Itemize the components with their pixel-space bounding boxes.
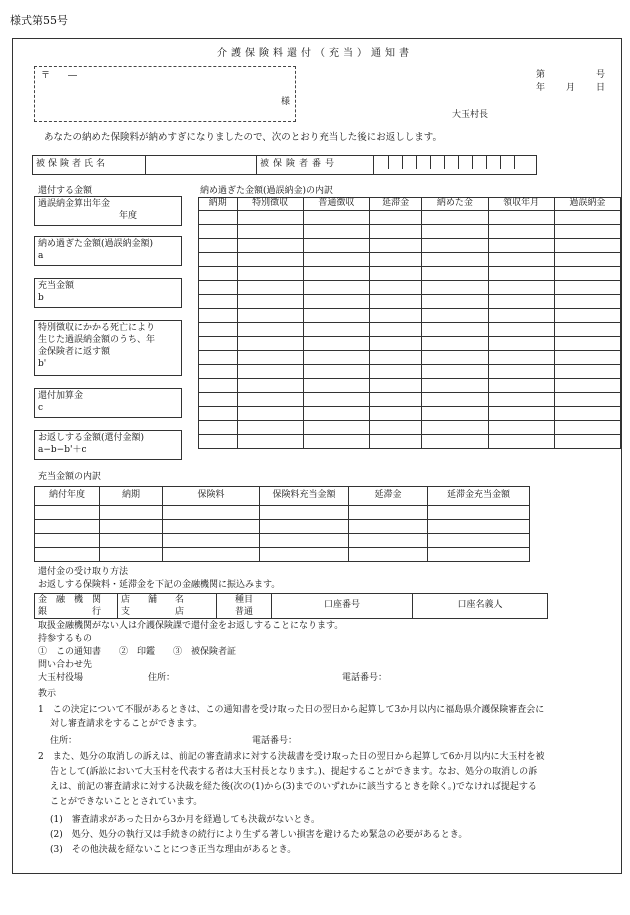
- breakdown-cell: [369, 252, 421, 266]
- refund-box-line: お返しする金額(還付金額): [38, 433, 145, 443]
- refund-heading: 還付する金額: [38, 186, 93, 196]
- appropriation-cell: [163, 520, 260, 534]
- breakdown-cell: [199, 252, 238, 266]
- appropriation-cell: [100, 548, 163, 562]
- appropriation-cell: [35, 548, 100, 562]
- breakdown-cell: [554, 224, 620, 238]
- address-box: [34, 66, 296, 122]
- notice-item: (1) 審査請求があった日から3か月を経過しても決裁がないとき。: [50, 815, 321, 825]
- insured-table: [32, 155, 537, 175]
- breakdown-header: 延滞金: [369, 198, 421, 211]
- appropriation-header: 保険料充当金額: [260, 487, 349, 506]
- issuer: 大玉村長: [452, 110, 489, 120]
- refund-box-line: b': [38, 359, 47, 370]
- breakdown-cell: [237, 364, 303, 378]
- breakdown-cell: [199, 434, 238, 448]
- breakdown-cell: [199, 308, 238, 322]
- breakdown-cell: [237, 224, 303, 238]
- refund-box-line: 生じた過誤納金額のうち、年: [38, 335, 156, 346]
- intro-text: あなたの納めた保険料が納めすぎになりましたので、次のとおり充当した後にお返しします。: [44, 132, 443, 143]
- breakdown-cell: [199, 266, 238, 280]
- breakdown-cell: [237, 308, 303, 322]
- breakdown-row: [199, 210, 621, 224]
- appropriation-cell: [100, 506, 163, 520]
- bank-table: [34, 593, 548, 619]
- breakdown-row: [199, 238, 621, 252]
- appropriation-cell: [35, 506, 100, 520]
- appropriation-cell: [428, 548, 530, 562]
- refund-box-line: 充当金額: [38, 281, 75, 291]
- breakdown-cell: [488, 350, 554, 364]
- breakdown-row: [199, 308, 621, 322]
- breakdown-heading: 納め過ぎた金額(過誤納金)の内訳: [200, 186, 334, 196]
- breakdown-cell: [199, 406, 238, 420]
- breakdown-header: 納期: [199, 198, 238, 211]
- appropriation-cell: [349, 520, 428, 534]
- receipt-note: お返しする保険料・延滞金を下記の金融機関に振込みます。: [38, 580, 281, 590]
- breakdown-cell: [488, 434, 554, 448]
- breakdown-cell: [369, 434, 421, 448]
- breakdown-cell: [554, 322, 620, 336]
- breakdown-cell: [369, 308, 421, 322]
- breakdown-cell: [199, 420, 238, 434]
- breakdown-cell: [237, 238, 303, 252]
- breakdown-cell: [488, 252, 554, 266]
- breakdown-cell: [554, 266, 620, 280]
- breakdown-cell: [303, 364, 369, 378]
- appropriation-row: [35, 506, 530, 520]
- breakdown-header: 過誤納金: [554, 198, 620, 211]
- notice-line: 2 また、処分の取消しの訴えは、前記の審査請求に対する決裁書を受け取った日の翌日から起算して6か月以内に大玉村を被: [38, 752, 545, 762]
- appropriation-header: 納付年度: [35, 487, 100, 506]
- breakdown-cell: [369, 378, 421, 392]
- appropriation-cell: [260, 506, 349, 520]
- breakdown-cell: [199, 322, 238, 336]
- breakdown-cell: [488, 308, 554, 322]
- bank-cell: [35, 594, 118, 619]
- breakdown-cell: [554, 336, 620, 350]
- breakdown-cell: [488, 378, 554, 392]
- breakdown-row: [199, 434, 621, 448]
- breakdown-cell: [422, 364, 488, 378]
- breakdown-cell: [422, 336, 488, 350]
- appropriation-cell: [260, 548, 349, 562]
- appropriation-header: 納期: [100, 487, 163, 506]
- breakdown-cell: [422, 378, 488, 392]
- breakdown-cell: [237, 210, 303, 224]
- page-title: 介護保険料還付（充当）通知書: [217, 48, 413, 59]
- breakdown-cell: [422, 210, 488, 224]
- breakdown-cell: [488, 406, 554, 420]
- breakdown-cell: [422, 392, 488, 406]
- honorific: 様: [281, 97, 291, 107]
- breakdown-cell: [369, 280, 421, 294]
- notice-line: 対し審査請求をすることができます。: [50, 719, 203, 729]
- refund-box-b: [34, 278, 182, 308]
- form-number: 様式第55号: [10, 14, 68, 27]
- breakdown-cell: [488, 392, 554, 406]
- breakdown-header: 普通徴収: [303, 198, 369, 211]
- refund-box-line: 年度: [38, 211, 138, 222]
- appropriation-cell: [163, 534, 260, 548]
- appropriation-header: 延滞金: [349, 487, 428, 506]
- breakdown-row: [199, 350, 621, 364]
- breakdown-cell: [554, 434, 620, 448]
- breakdown-cell: [554, 378, 620, 392]
- issue-month: 月: [566, 83, 576, 93]
- refund-box-a: [34, 236, 182, 266]
- breakdown-cell: [422, 280, 488, 294]
- issue-go: 号: [596, 70, 606, 80]
- issue-day: 日: [596, 83, 606, 93]
- refund-box-line: c: [38, 403, 44, 414]
- breakdown-cell: [303, 238, 369, 252]
- breakdown-cell: [369, 210, 421, 224]
- receipt-heading: 還付金の受け取り方法: [38, 567, 129, 577]
- refund-box-line: 納め過ぎた金額(過誤納金額): [38, 239, 154, 249]
- refund-box-total: [34, 430, 182, 460]
- appropriation-cell: [35, 534, 100, 548]
- breakdown-cell: [369, 336, 421, 350]
- breakdown-cell: [303, 378, 369, 392]
- breakdown-cell: [303, 280, 369, 294]
- breakdown-cell: [237, 350, 303, 364]
- appropriation-cell: [260, 534, 349, 548]
- breakdown-cell: [488, 224, 554, 238]
- breakdown-cell: [554, 420, 620, 434]
- breakdown-row: [199, 266, 621, 280]
- refund-box-b-prime: [34, 320, 182, 376]
- breakdown-cell: [303, 308, 369, 322]
- breakdown-cell: [303, 210, 369, 224]
- breakdown-cell: [199, 210, 238, 224]
- appropriation-cell: [428, 520, 530, 534]
- breakdown-table: [198, 197, 621, 449]
- breakdown-cell: [422, 266, 488, 280]
- breakdown-cell: [554, 308, 620, 322]
- contact-heading: 問い合わせ先: [38, 660, 93, 670]
- breakdown-cell: [369, 322, 421, 336]
- breakdown-row: [199, 392, 621, 406]
- breakdown-cell: [554, 210, 620, 224]
- appropriation-cell: [428, 506, 530, 520]
- breakdown-cell: [554, 364, 620, 378]
- appropriation-cell: [349, 534, 428, 548]
- breakdown-cell: [303, 420, 369, 434]
- breakdown-cell: [422, 224, 488, 238]
- breakdown-cell: [554, 406, 620, 420]
- breakdown-row: [199, 294, 621, 308]
- breakdown-cell: [554, 252, 620, 266]
- refund-box-line: 特別徴収にかかる死亡により: [38, 323, 156, 333]
- appropriation-header: 延滞金充当金額: [428, 487, 530, 506]
- breakdown-cell: [422, 434, 488, 448]
- contact-phone-label: 電話番号：: [342, 673, 388, 683]
- appropriation-row: [35, 534, 530, 548]
- breakdown-cell: [199, 224, 238, 238]
- type-label: 種目: [234, 595, 253, 605]
- account-name-cell: 口座名義人: [413, 594, 548, 619]
- refund-box-line: 金保険者に返す額: [38, 347, 111, 358]
- appropriation-cell: [100, 520, 163, 534]
- refund-box-line: 還付加算金: [38, 391, 84, 401]
- breakdown-header: 納めた金: [422, 198, 488, 211]
- breakdown-cell: [369, 294, 421, 308]
- branch-cell: [118, 594, 217, 619]
- breakdown-cell: [422, 350, 488, 364]
- breakdown-header: 特別徴収: [237, 198, 303, 211]
- breakdown-cell: [303, 336, 369, 350]
- breakdown-cell: [303, 350, 369, 364]
- breakdown-cell: [422, 252, 488, 266]
- appropriation-header: 保険料: [163, 487, 260, 506]
- breakdown-cell: [237, 266, 303, 280]
- fallback-text: 取扱金融機関がない人は介護保険課で還付金をお返しすることになります。: [38, 621, 344, 631]
- breakdown-cell: [369, 224, 421, 238]
- insured-name-label: 被保険者氏名: [33, 156, 146, 175]
- refund-box-c: [34, 388, 182, 418]
- breakdown-cell: [554, 350, 620, 364]
- refund-box-year: [34, 196, 182, 226]
- contact-office: 大玉村役場: [38, 673, 84, 683]
- breakdown-row: [199, 252, 621, 266]
- breakdown-cell: [303, 266, 369, 280]
- breakdown-cell: [422, 294, 488, 308]
- breakdown-cell: [199, 378, 238, 392]
- breakdown-cell: [422, 308, 488, 322]
- branch-label: 支 店: [121, 607, 185, 617]
- appropriation-row: [35, 548, 530, 562]
- contact-address-label: 住所：: [148, 673, 176, 683]
- breakdown-cell: [488, 322, 554, 336]
- breakdown-cell: [237, 322, 303, 336]
- breakdown-cell: [199, 280, 238, 294]
- refund-box-line: a: [38, 251, 44, 262]
- insured-number-cells: [374, 156, 537, 175]
- breakdown-cell: [237, 434, 303, 448]
- breakdown-header: 領収年月: [488, 198, 554, 211]
- breakdown-cell: [199, 364, 238, 378]
- breakdown-cell: [422, 238, 488, 252]
- breakdown-cell: [369, 420, 421, 434]
- breakdown-cell: [237, 280, 303, 294]
- appropriation-row: [35, 520, 530, 534]
- breakdown-cell: [554, 238, 620, 252]
- notice-phone-label: 電話番号：: [252, 736, 298, 746]
- breakdown-row: [199, 406, 621, 420]
- notice-line: ことができないこととされています。: [50, 797, 203, 807]
- breakdown-row: [199, 280, 621, 294]
- breakdown-cell: [554, 392, 620, 406]
- breakdown-cell: [303, 434, 369, 448]
- breakdown-row: [199, 224, 621, 238]
- breakdown-cell: [199, 350, 238, 364]
- breakdown-cell: [422, 406, 488, 420]
- type-cell: [217, 594, 272, 619]
- bring-heading: 持参するもの: [38, 634, 93, 644]
- breakdown-cell: [199, 238, 238, 252]
- bring-items: ① この通知書 ② 印鑑 ③ 被保険者証: [38, 647, 237, 657]
- breakdown-row: [199, 364, 621, 378]
- breakdown-cell: [488, 364, 554, 378]
- breakdown-cell: [369, 350, 421, 364]
- breakdown-cell: [422, 420, 488, 434]
- appropriation-cell: [35, 520, 100, 534]
- breakdown-cell: [237, 252, 303, 266]
- breakdown-cell: [369, 238, 421, 252]
- appropriation-cell: [163, 506, 260, 520]
- breakdown-cell: [303, 294, 369, 308]
- appropriation-heading: 充当金額の内訳: [38, 472, 102, 482]
- breakdown-row: [199, 378, 621, 392]
- breakdown-cell: [237, 392, 303, 406]
- appropriation-cell: [349, 506, 428, 520]
- type-value: 普通: [234, 607, 253, 617]
- account-number-cell: 口座番号: [272, 594, 413, 619]
- breakdown-cell: [422, 322, 488, 336]
- appropriation-cell: [100, 534, 163, 548]
- appropriation-cell: [163, 548, 260, 562]
- appropriation-cell: [428, 534, 530, 548]
- breakdown-cell: [488, 280, 554, 294]
- appropriation-cell: [349, 548, 428, 562]
- breakdown-cell: [488, 266, 554, 280]
- refund-box-line: 過誤納金算出年金: [38, 199, 111, 209]
- postal-mark: 〒 ―: [41, 71, 78, 81]
- breakdown-cell: [303, 224, 369, 238]
- breakdown-cell: [237, 420, 303, 434]
- bank-label: 金 融 機 関: [38, 595, 102, 605]
- breakdown-cell: [237, 378, 303, 392]
- breakdown-cell: [554, 280, 620, 294]
- issue-dai: 第: [536, 70, 546, 80]
- breakdown-cell: [199, 392, 238, 406]
- notice-heading: 教示: [38, 689, 57, 699]
- breakdown-cell: [488, 336, 554, 350]
- insured-number-label: 被保険者番号: [257, 156, 374, 175]
- breakdown-cell: [303, 406, 369, 420]
- notice-line: 1 この決定について不服があるときは、この通知書を受け取った日の翌日から起算して3か月以内に福島県介護保険審査会に: [38, 705, 545, 715]
- insured-name-value: [146, 156, 257, 175]
- breakdown-cell: [554, 294, 620, 308]
- appropriation-cell: [260, 520, 349, 534]
- breakdown-cell: [488, 210, 554, 224]
- bank-label: 銀 行: [38, 607, 102, 617]
- breakdown-cell: [488, 294, 554, 308]
- breakdown-row: [199, 322, 621, 336]
- breakdown-cell: [488, 238, 554, 252]
- breakdown-cell: [237, 336, 303, 350]
- breakdown-cell: [237, 294, 303, 308]
- breakdown-cell: [369, 364, 421, 378]
- refund-box-line: b: [38, 293, 44, 304]
- branch-label: 店 舗 名: [121, 595, 185, 605]
- appropriation-table: [34, 486, 530, 562]
- breakdown-cell: [369, 392, 421, 406]
- breakdown-cell: [303, 322, 369, 336]
- notice-address-label: 住所：: [50, 736, 78, 746]
- issue-year: 年: [536, 83, 546, 93]
- breakdown-cell: [303, 392, 369, 406]
- breakdown-cell: [488, 420, 554, 434]
- breakdown-row: [199, 336, 621, 350]
- notice-item: (3) その他決裁を経ないことにつき正当な理由があるとき。: [50, 845, 297, 855]
- breakdown-cell: [199, 336, 238, 350]
- breakdown-cell: [369, 406, 421, 420]
- refund-box-line: a−b−b'＋c: [38, 445, 87, 456]
- breakdown-cell: [369, 266, 421, 280]
- breakdown-cell: [237, 406, 303, 420]
- breakdown-row: [199, 420, 621, 434]
- notice-line: 告として(訴訟において大玉村を代表する者は大玉村長となります。)、提起することができます。なお、処分の取消しの訴: [50, 767, 538, 777]
- breakdown-cell: [199, 294, 238, 308]
- notice-line: えは、前記の審査請求に対する決裁を経た後(次の(1)から(3)までのいずれかに該当するときを除く。)でなければ提起する: [50, 782, 537, 792]
- notice-item: (2) 処分、処分の執行又は手続きの続行により生ずる著しい損害を避けるため緊急の必要があるとき。: [50, 830, 468, 840]
- breakdown-cell: [303, 252, 369, 266]
